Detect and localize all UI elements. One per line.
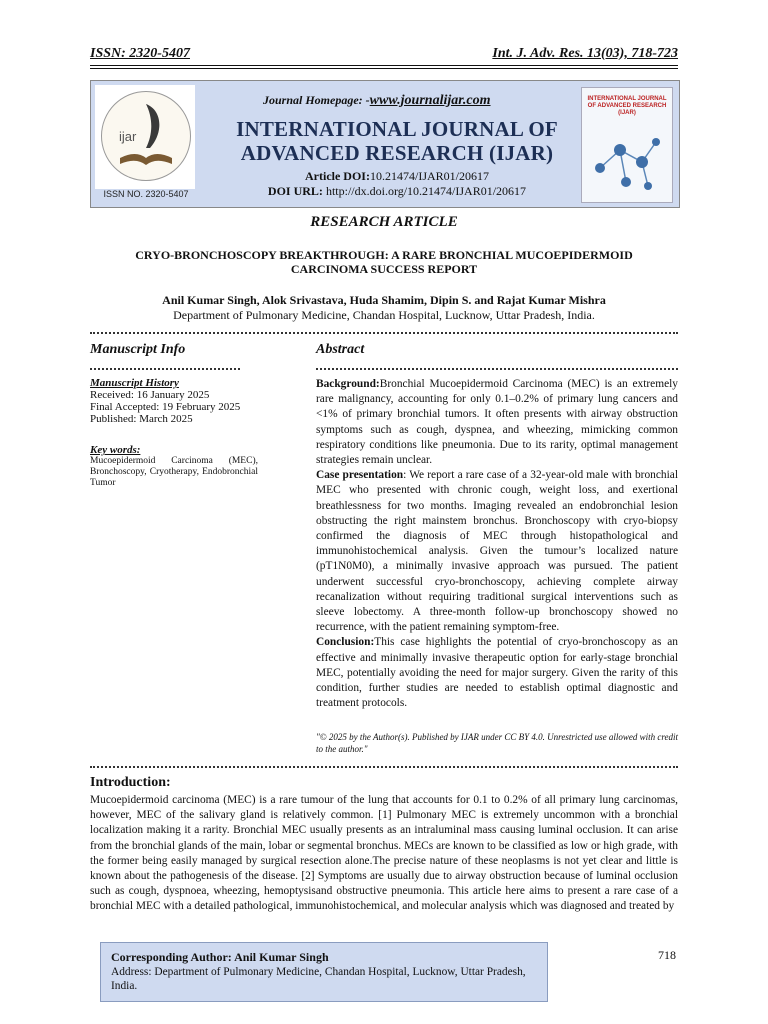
accepted-date: Final Accepted: 19 February 2025 <box>90 401 241 413</box>
manuscript-history <box>90 377 258 425</box>
corresponding-author: Corresponding Author: Anil Kumar Singh <box>111 950 329 964</box>
introduction-text: Mucoepidermoid carcinoma (MEC) is a rare tumour of the lung that accounts for 0.1 to 0.2% of all primary lung carcinomas, however, MEC of the salivary gland is relatively common. [1] Pulmonary MEC is extremely uncommon with a bronchial localization making it a rarity. Bronchial MEC usually presents as an intraluminal mass causing luminal occlusion. It can arise from the bronchial glands of the main, lobar or segmental bronchus. MECs are known to be classified as low or high grade, with the former being easily managed by surgical resection alone.The precise nature of these neoplasms is not yet clear and little is known about the pathogenesis of the disease. [2] Symptoms are usually due to airway obstruction because of luminal occlusion such as cough, dyspnoea, wheezing, hemoptysisand obstructive pneumonia. This article here aims to present a rare case of a bronchial MEC with a detailed pathological, immunohistochemical, and molecular analysis which was diagnosed and treated by <box>90 794 678 913</box>
history-heading: Manuscript History <box>90 377 179 389</box>
article-type: RESEARCH ARTICLE <box>310 214 458 230</box>
doi-label: Article DOI: <box>305 169 370 183</box>
journal-logo <box>95 85 195 189</box>
doi-block <box>207 169 587 199</box>
author-address: Address: Department of Pulmonary Medicine, Chandan Hospital, Lucknow, Uttar Pradesh, India. <box>111 966 526 992</box>
conclusion-text: This case highlights the potential of cryo-bronchoscopy as an effective and minimally invasive therapeutic option for early-stage bronchial MEC, potentially avoiding the need for major surgery. Given the rarity of this condition, further studies are needed to establish optimal diagnostic and treatment protocols. <box>316 636 678 710</box>
keywords-list: Mucoepidermoid Carcinoma (MEC), Bronchoscopy, Cryotherapy, Endobronchial Tumor <box>90 456 258 488</box>
logo-text: ijar <box>119 129 137 144</box>
article-title: CRYO-BRONCHOSCOPY BREAKTHROUGH: A RARE BRONCHIAL MUCOEPIDERMOID CARCINOMA SUCCESS REPORT <box>135 248 633 276</box>
doi-value: 10.21474/IJAR01/20617 <box>369 169 489 183</box>
homepage-link[interactable]: www.journalijar.com <box>369 93 491 108</box>
header-rule-2 <box>90 68 678 69</box>
quill-book-icon <box>102 92 190 180</box>
doi-url-link[interactable]: http://dx.doi.org/10.21474/IJAR01/20617 <box>325 184 527 198</box>
page-number: 718 <box>658 948 676 962</box>
cover-title: INTERNATIONAL JOURNAL OF ADVANCED RESEARCH (IJAR) <box>587 96 667 116</box>
author-list: Anil Kumar Singh, Alok Srivastava, Huda Shamim, Dipin S. and Rajat Kumar Mishra <box>162 293 606 307</box>
homepage-label: Journal Homepage: - <box>263 93 370 107</box>
journal-banner <box>90 80 680 208</box>
journal-title: INTERNATIONAL JOURNAL OF ADVANCED RESEARCH (IJAR) <box>236 117 558 165</box>
license-note: "© 2025 by the Author(s). Published by IJAR under CC BY 4.0. Unrestricted use allowed with credit to the author." <box>316 732 678 754</box>
published-date: Published: March 2025 <box>90 413 193 425</box>
molecule-image <box>590 128 666 196</box>
case-label: Case presentation <box>316 469 404 482</box>
dotted-separator <box>90 332 678 334</box>
keywords-block <box>90 444 258 489</box>
logo-issn: ISSN NO. 2320-5407 <box>103 189 189 199</box>
affiliation: Department of Pulmonary Medicine, Chandan Hospital, Lucknow, Uttar Pradesh, India. <box>173 308 595 322</box>
journal-homepage <box>263 93 491 109</box>
header-rule <box>90 65 678 66</box>
case-text: : We report a rare case of a 32-year-old male with bronchial MEC who presented with chronic cough, weight loss, and exertional breathlessness for two months. Imaging revealed an endobronchial lesion obstructing the right mainstem bronchus. Bronchoscopy with cryo-biopsy confirmed the diagnosis of MEC through histopathological and immunohistochemical analysis. Given the tumour’s localized nature (pT1N0M0), a minimally invasive approach was pursued. The patient underwent successful cryo-bronchoscopy, achieving complete airway recanalization without requiring traditional surgical interventions such as sleeve lobectomy. A three-month follow-up bronchoscopy showed no recurrence, with the patient remaining symptom-free. <box>316 469 678 634</box>
abstract-conclusion <box>316 635 678 711</box>
citation-text: Int. J. Adv. Res. 13(03), 718-723 <box>492 46 678 61</box>
abstract-heading: Abstract <box>316 342 365 357</box>
keywords-heading: Key words: <box>90 444 141 456</box>
background-text: Bronchial Mucoepidermoid Carcinoma (MEC) is an extremely rare malignancy, accounting for only 0.1–0.2% of primary lung cancers and <1% of primary bronchial tumors. It often presents with airway obstruction symptoms such as cough, dyspnea, and wheezing, mimicking common respiratory conditions like pneumonia. Due to its rarity, optimal management strategies remain unclear. <box>316 378 678 467</box>
corresponding-author-box <box>100 942 548 1002</box>
logo-emblem <box>101 91 191 181</box>
abstract-case <box>316 468 678 635</box>
conclusion-label: Conclusion: <box>316 636 375 649</box>
info-dotted-rule <box>90 368 240 370</box>
dotted-separator-2 <box>90 766 678 768</box>
journal-cover <box>581 87 673 203</box>
abstract-body <box>316 377 678 711</box>
abstract-background <box>316 377 678 468</box>
manuscript-info-heading: Manuscript Info <box>90 342 186 357</box>
issn-text: ISSN: 2320-5407 <box>90 46 190 61</box>
introduction-heading: Introduction: <box>90 775 171 790</box>
doi-url-label: DOI URL: <box>267 184 323 198</box>
background-label: Background: <box>316 378 380 390</box>
abstract-dotted-rule <box>316 368 678 370</box>
received-date: Received: 16 January 2025 <box>90 389 210 401</box>
